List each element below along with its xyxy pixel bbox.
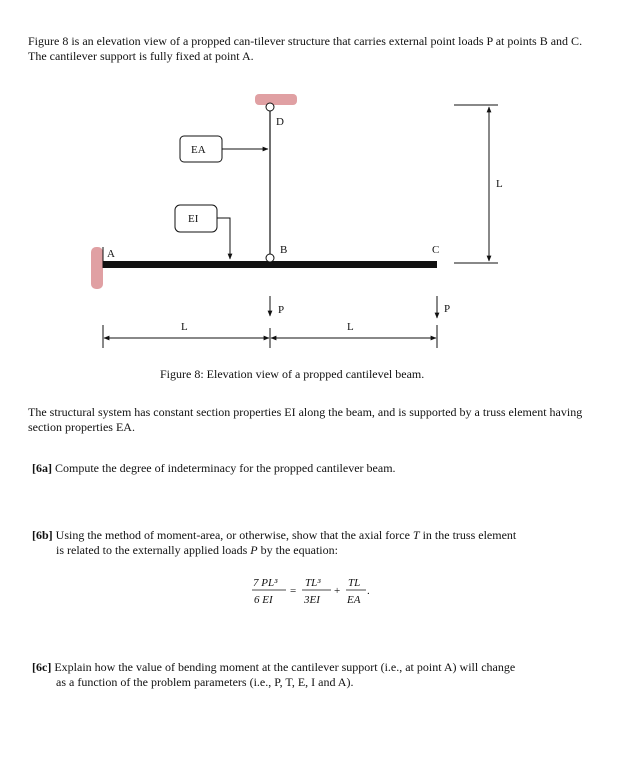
eq-term2-denominator: 3EI [304, 594, 320, 606]
ei-pointer-arrow [217, 218, 230, 259]
load-label-P-C: P [444, 303, 451, 315]
label-D: D [276, 116, 284, 128]
question-6b-text-4: by the equation: [257, 543, 338, 557]
eq-term3-denominator: EA [347, 594, 361, 606]
question-6a [32, 461, 592, 476]
label-EI: EI [188, 213, 199, 225]
label-EA: EA [191, 144, 206, 156]
support-D [255, 94, 297, 105]
label-B: B [280, 244, 288, 256]
label-A: A [107, 248, 115, 260]
load-label-P-B: P [278, 304, 285, 316]
dim-label-span1: L [181, 321, 188, 333]
question-6c-label: [6c] [32, 660, 52, 674]
question-6b [32, 528, 572, 558]
question-6a-text: Compute the degree of indeterminacy for the propped cantilever beam. [52, 461, 396, 475]
pin-B [266, 254, 274, 262]
equation [252, 577, 370, 606]
eq-term3-numerator: TL [348, 577, 361, 589]
question-6a-label: [6a] [32, 461, 52, 475]
eq-plus-sign: + [334, 585, 341, 597]
question-6b-label: [6b] [32, 528, 53, 542]
question-6b-text-3: is related to the externally applied loads [56, 543, 251, 557]
eq-term1-numerator: 7 PL³ [253, 577, 278, 589]
eq-period: . [367, 585, 370, 597]
eq-term2-numerator: TL³ [305, 577, 321, 589]
dim-label-height: L [496, 178, 503, 190]
label-C: C [432, 244, 440, 256]
dim-label-span2: L [347, 321, 354, 333]
fixed-support-A [91, 247, 103, 289]
structure-description: The structural system has constant section properties EI along the beam, and is supported by a truss element having section properties EA. [28, 405, 583, 434]
question-6b-symbol-T: T [412, 528, 420, 542]
eq-equals-sign: = [290, 585, 297, 597]
question-6c [32, 660, 572, 690]
question-6b-text-1: Using the method of moment-area, or otherwise, show that the axial force [52, 528, 413, 542]
question-6b-symbol-P: P [250, 543, 258, 557]
intro-paragraph: Figure 8 is an elevation view of a propped can-tilever structure that carries external point loads P at points B and C. The cantilever support is fully fixed at point A. [28, 34, 583, 63]
pin-D [266, 103, 274, 111]
figure-caption: Figure 8: Elevation view of a propped cantilevel beam. [160, 367, 425, 381]
eq-term1-denominator: 6 EI [254, 594, 273, 606]
question-6b-text-2: in the truss element [419, 528, 517, 542]
question-6c-text-1: Explain how the value of bending moment at the cantilever support (i.e., at point A) will change [51, 660, 516, 674]
question-6b-line-2 [32, 543, 572, 558]
question-6c-text-2: as a function of the problem parameters (i.e., P, T, E, I and A). [56, 675, 354, 689]
